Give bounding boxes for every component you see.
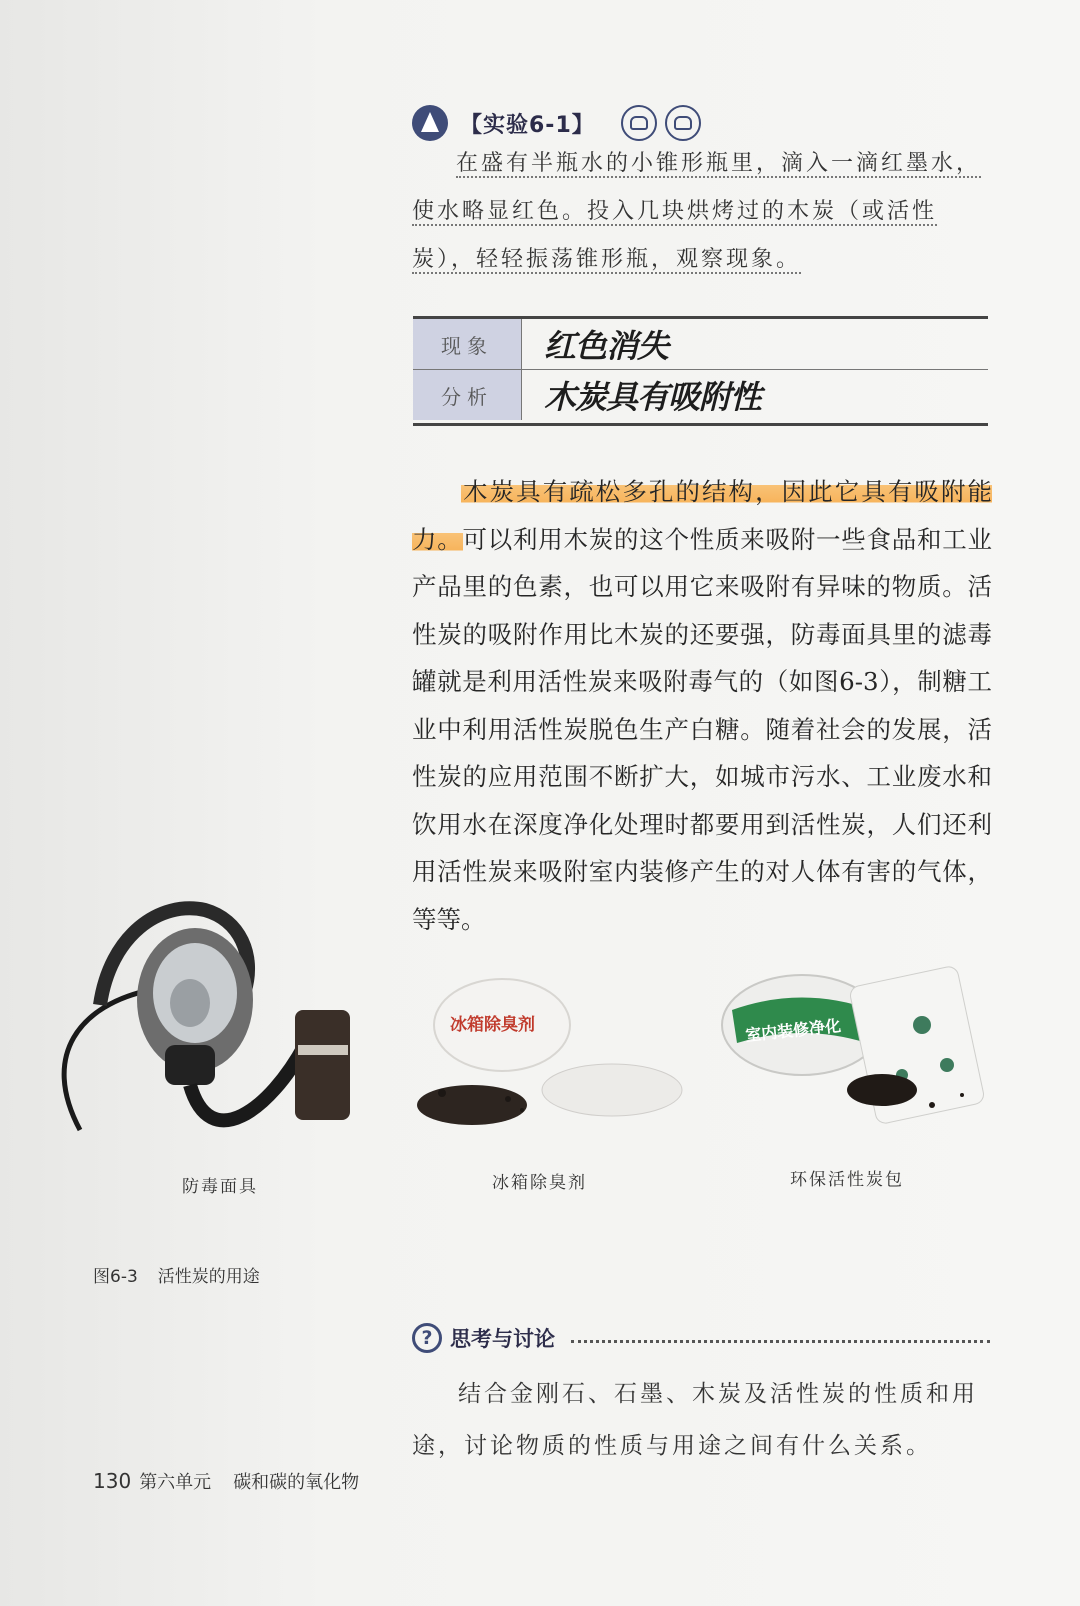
carbon-bag-caption: 环保活性炭包: [790, 1170, 904, 1190]
figure-caption: [93, 1262, 260, 1287]
row-label: 分析: [413, 370, 522, 420]
experiment-flask-icon: [412, 105, 448, 141]
chapter-label: 碳和碳的氧化物: [233, 1472, 360, 1493]
hand-safety-icon: [665, 105, 701, 141]
carbon-bag-label: 室内装修净化: [744, 1016, 842, 1045]
handwritten-answer: 木炭具有吸附性: [544, 378, 762, 416]
discussion-text: 结合金刚石、石墨、木炭及活性炭的性质和用途，讨论物质的性质与用途之间有什么关系。: [412, 1381, 978, 1459]
body-text: 可以利用木炭的这个性质来吸附一些食品和工业产品里的色素，也可以用它来吸附有异味的物质。活性炭的吸附作用比木炭的还要强，防毒面具里的滤毒罐就是利用活性炭来吸附毒气的（如图6-3），制糖工业中利用活性炭脱色生产白糖。随着社会的发展，活性炭的应用范围不断扩大，如城市污水、工业废水和饮用水在深度净化处理时都要用到活性炭，人们还利用活性炭来吸附室内装修产生的对人体有害的气体，等等。: [412, 524, 992, 934]
goggles-safety-icon: [621, 105, 657, 141]
handwritten-answer: 红色消失: [544, 327, 669, 365]
discussion-title: 思考与讨论: [450, 1327, 555, 1351]
fridge-deodorizer-image: [412, 975, 692, 1135]
fridge-deodorizer-caption: 冰箱除臭剂: [492, 1173, 587, 1193]
question-icon: ?: [412, 1323, 442, 1353]
discussion-body: [412, 1368, 992, 1472]
page-number: 130: [93, 1469, 132, 1493]
body-paragraph: [412, 468, 992, 943]
gas-mask-caption: 防毒面具: [182, 1177, 258, 1197]
experiment-instructions: [412, 140, 987, 284]
table-row: [413, 369, 988, 420]
experiment-text: 在盛有半瓶水的小锥形瓶里，滴入一滴红墨水，使水略显红色。投入几块烘烤过的木炭（或活性炭），轻轻振荡锥形瓶，观察现象。: [412, 151, 982, 272]
table-row: [413, 319, 988, 369]
figure-title: 活性炭的用途: [157, 1267, 260, 1287]
figure-number: 图6-3: [93, 1267, 138, 1287]
page-footer: [93, 1468, 359, 1494]
fridge-deodorizer-label: 冰箱除臭剂: [450, 1015, 535, 1035]
discussion-header: [412, 1323, 990, 1353]
row-label: 现象: [413, 319, 522, 369]
unit-label: 第六单元: [139, 1472, 212, 1493]
dotted-divider: [571, 1340, 990, 1343]
experiment-title: 【实验6-1】: [460, 112, 595, 138]
gas-mask-image: [40, 895, 370, 1165]
highlighted-sentence: 木炭具有疏松多孔的结构，因此它具有吸附能力。: [412, 477, 992, 554]
observation-table: [413, 316, 988, 426]
